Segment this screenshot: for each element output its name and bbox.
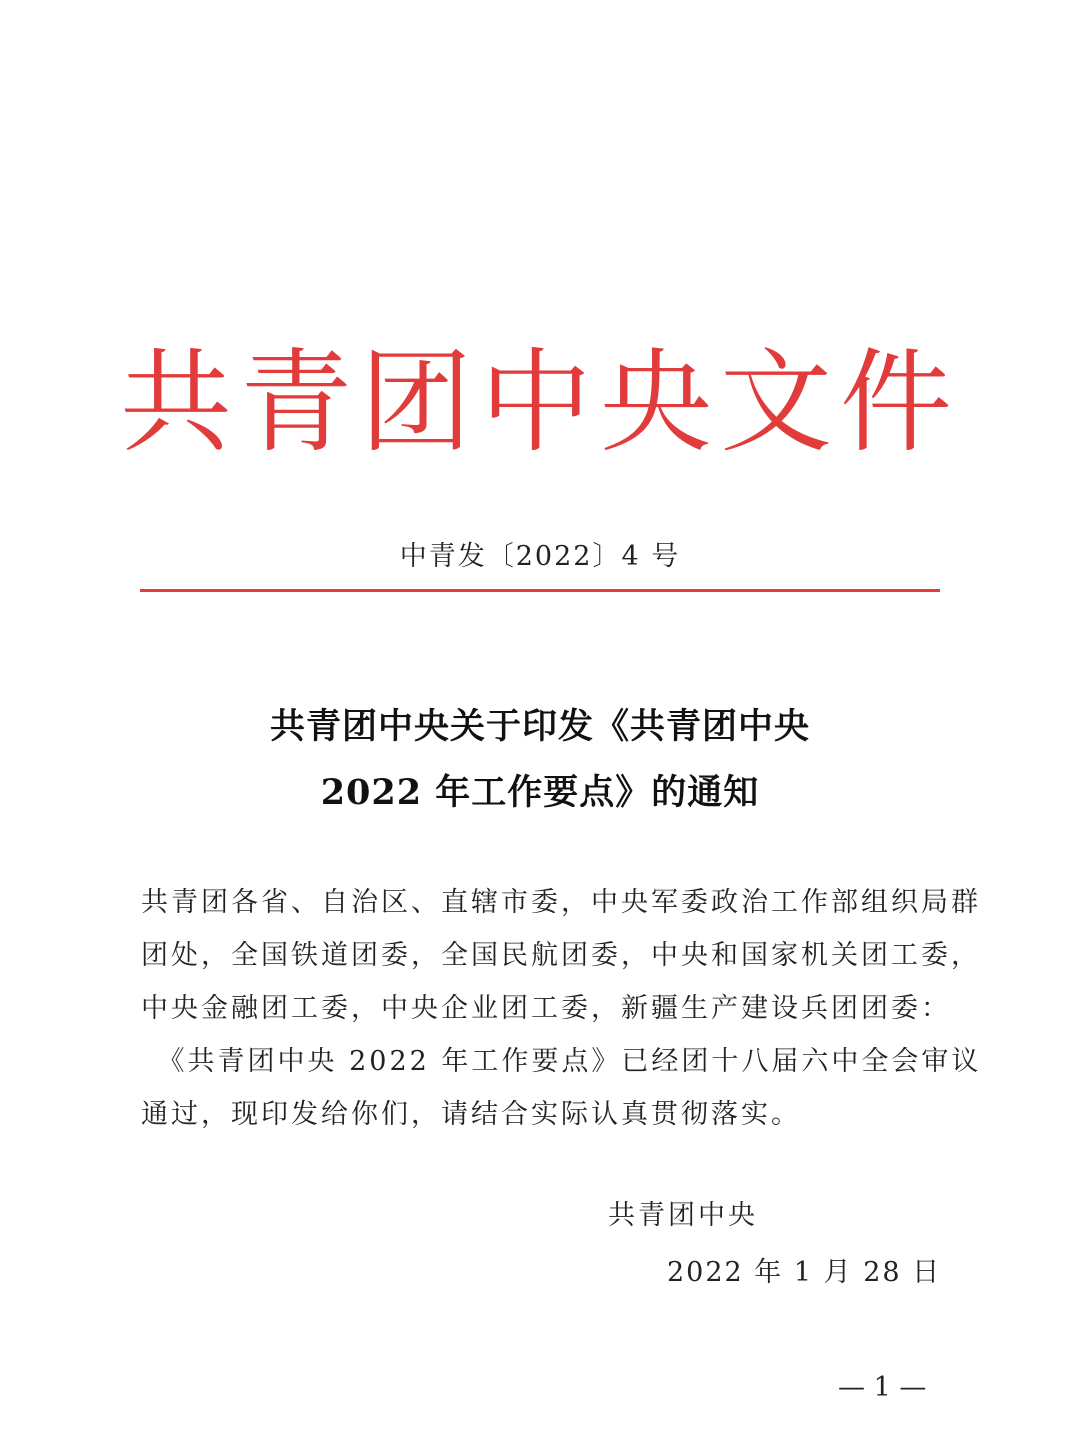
issuer-signature: 共青团中央 [608, 1200, 758, 1231]
document-number: 中青发〔2022〕4 号 [399, 541, 681, 572]
body-line: 《共青团中央 2022 年工作要点》已经团十八届六中全会审议 [141, 1046, 982, 1077]
body-line: 中央金融团工委，中央企业团工委，新疆生产建设兵团团委： [141, 993, 951, 1024]
red-divider-line [140, 589, 940, 592]
body-line: 通过，现印发给你们，请结合实际认真贯彻落实。 [141, 1099, 801, 1130]
body-line: 共青团各省、自治区、直辖市委，中央军委政治工作部组织局群 [141, 887, 981, 918]
body-line: 团处，全国铁道团委，全国民航团委，中央和国家机关团工委， [141, 940, 981, 971]
masthead-title: 共青团中央文件 [120, 338, 960, 468]
page-number: — 1 — [838, 1372, 927, 1403]
notice-title-line-2: 2022 年工作要点》的通知 [320, 772, 760, 813]
notice-body [141, 876, 982, 1141]
issue-date: 2022 年 1 月 28 日 [667, 1257, 942, 1288]
notice-title [0, 694, 1080, 826]
notice-title-line-1: 共青团中央关于印发《共青团中央 [269, 706, 810, 747]
